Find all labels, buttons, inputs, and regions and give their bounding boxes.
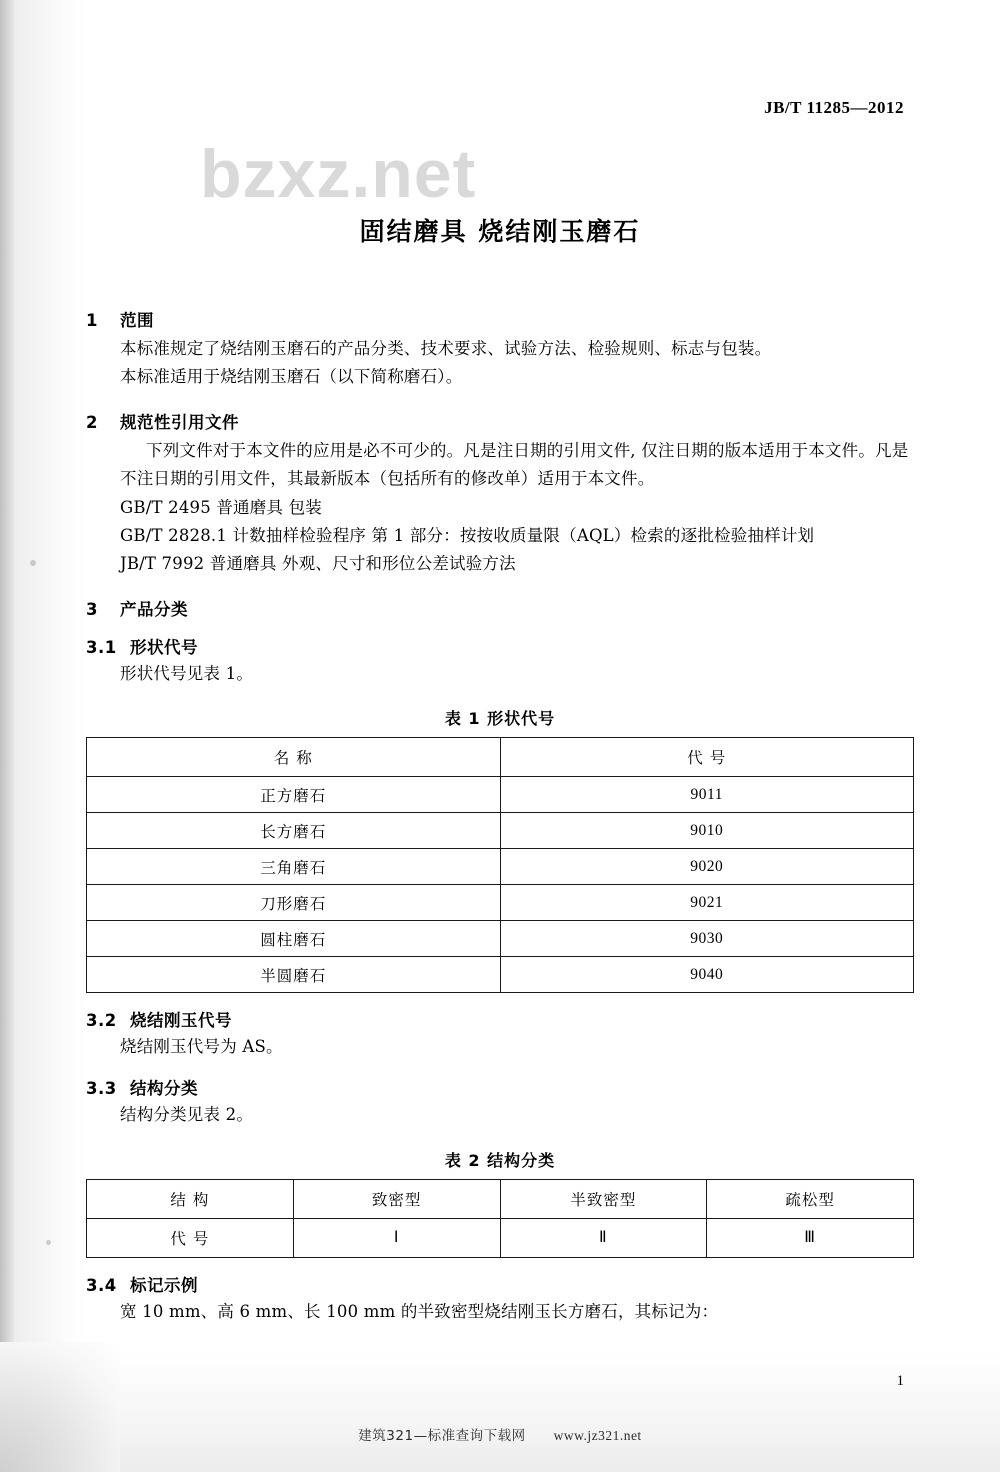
table-header-row — [87, 738, 914, 777]
watermark-text: bzxz.net — [200, 136, 477, 212]
heading-section-3-1 — [86, 634, 914, 658]
reference-gbt2828-1: GB/T 2828.1 计数抽样检验程序 第 1 部分：按按收质量限（AQL）检索的逐批检验抽样计划 — [120, 525, 815, 545]
heading-text-3: 产品分类 — [120, 599, 188, 619]
table-2-cell-dense: 致密型 — [293, 1179, 500, 1218]
table-row — [87, 957, 914, 993]
heading-section-2 — [86, 409, 914, 433]
heading-number-3-2: 3.2 — [86, 1011, 117, 1030]
table-1-cell-code: 9021 — [500, 885, 914, 921]
document-body — [86, 290, 914, 1326]
table-row — [87, 813, 914, 849]
section-3-1-paragraph: 形状代号见表 1。 — [120, 663, 254, 683]
heading-section-3-3 — [86, 1075, 914, 1099]
heading-number-3-3: 3.3 — [86, 1079, 117, 1099]
reference-jbt7992: JB/T 7992 普通磨具 外观、尺寸和形位公差试验方法 — [120, 554, 516, 574]
table-1-cell-name: 三角磨石 — [87, 849, 501, 885]
table-2-cell-structure-label: 结 构 — [87, 1179, 294, 1218]
table-2-caption: 表 2 结构分类 — [444, 1150, 556, 1170]
table-1-cell-code: 9011 — [500, 777, 914, 813]
heading-section-3-2 — [86, 1007, 914, 1031]
heading-text-3-3: 结构分类 — [130, 1079, 198, 1099]
table-2-cell-code-label: 代 号 — [87, 1218, 294, 1257]
table-row — [87, 777, 914, 813]
heading-section-3-4 — [86, 1272, 914, 1296]
table-1-cell-name: 半圆磨石 — [87, 957, 501, 993]
heading-number-3-4: 3.4 — [86, 1275, 117, 1295]
table-row — [87, 1218, 914, 1257]
heading-number-1: 1 — [86, 311, 98, 330]
footer-site-url: www.jz321.net — [553, 1428, 642, 1443]
section-3-4-paragraph: 宽 10 mm、高 6 mm、长 100 mm 的半致密型烧结刚玉长方磨石，其标记为： — [120, 1301, 719, 1321]
footer — [0, 1424, 1000, 1444]
table-1-header-code: 代 号 — [500, 738, 914, 777]
table-1-cell-code: 9030 — [500, 921, 914, 957]
heading-number-3: 3 — [86, 599, 98, 619]
table-2-cell-code-2: Ⅱ — [500, 1218, 707, 1257]
reference-gbt2495: GB/T 2495 普通磨具 包装 — [120, 497, 322, 517]
table-1-cell-name: 圆柱磨石 — [87, 921, 501, 957]
section-3-3-paragraph: 结构分类见表 2。 — [120, 1105, 254, 1125]
footer-label: 建筑321—标准查询下载网 — [358, 1428, 526, 1444]
section-2-paragraph-1: 下列文件对于本文件的应用是必不可少的。凡是注日期的引用文件, 仅注日期的版本适用于本文件。凡是不注日期的引用文件，其最新版本（包括所有的修改单）适用于本文件。 — [120, 440, 909, 489]
table-1-cell-name: 刀形磨石 — [87, 885, 501, 921]
standard-number: JB/T 11285—2012 — [764, 98, 904, 117]
table-shape-codes — [86, 737, 914, 993]
heading-text-2: 规范性引用文件 — [120, 412, 239, 432]
heading-section-1 — [86, 307, 914, 331]
table-1-cell-code: 9010 — [500, 813, 914, 849]
heading-text-3-1: 形状代号 — [130, 637, 198, 657]
table-row — [87, 1179, 914, 1218]
table-2-cell-code-1: Ⅰ — [293, 1218, 500, 1257]
table-1-cell-name: 长方磨石 — [87, 813, 501, 849]
table-2-cell-code-3: Ⅲ — [707, 1218, 914, 1257]
section-1-paragraph-2: 本标准适用于烧结刚玉磨石（以下简称磨石）。 — [120, 367, 463, 387]
section-3-2-paragraph: 烧结刚玉代号为 AS。 — [120, 1037, 283, 1056]
heading-number-2: 2 — [86, 412, 98, 432]
table-1-cell-code: 9040 — [500, 957, 914, 993]
heading-text-3-4: 标记示例 — [130, 1275, 198, 1295]
table-1-cell-code: 9020 — [500, 849, 914, 885]
table-2-cell-semi-dense: 半致密型 — [500, 1179, 707, 1218]
heading-text-3-2: 烧结刚玉代号 — [130, 1011, 232, 1030]
table-1-header-name: 名 称 — [87, 738, 501, 777]
table-row — [87, 885, 914, 921]
table-1-cell-name: 正方磨石 — [87, 777, 501, 813]
heading-text-1: 范围 — [120, 311, 154, 330]
section-1-paragraph-1: 本标准规定了烧结刚玉磨石的产品分类、技术要求、试验方法、检验规则、标志与包装。 — [120, 339, 772, 358]
page-number: 1 — [896, 1373, 904, 1389]
heading-section-3 — [86, 596, 914, 620]
table-row — [87, 849, 914, 885]
table-2-cell-loose: 疏松型 — [707, 1179, 914, 1218]
table-row — [87, 921, 914, 957]
table-1-caption: 表 1 形状代号 — [444, 709, 556, 728]
table-structure-classification — [86, 1179, 914, 1258]
heading-number-3-1: 3.1 — [86, 637, 117, 657]
page-title: 固结磨具 烧结刚玉磨石 — [359, 217, 641, 246]
